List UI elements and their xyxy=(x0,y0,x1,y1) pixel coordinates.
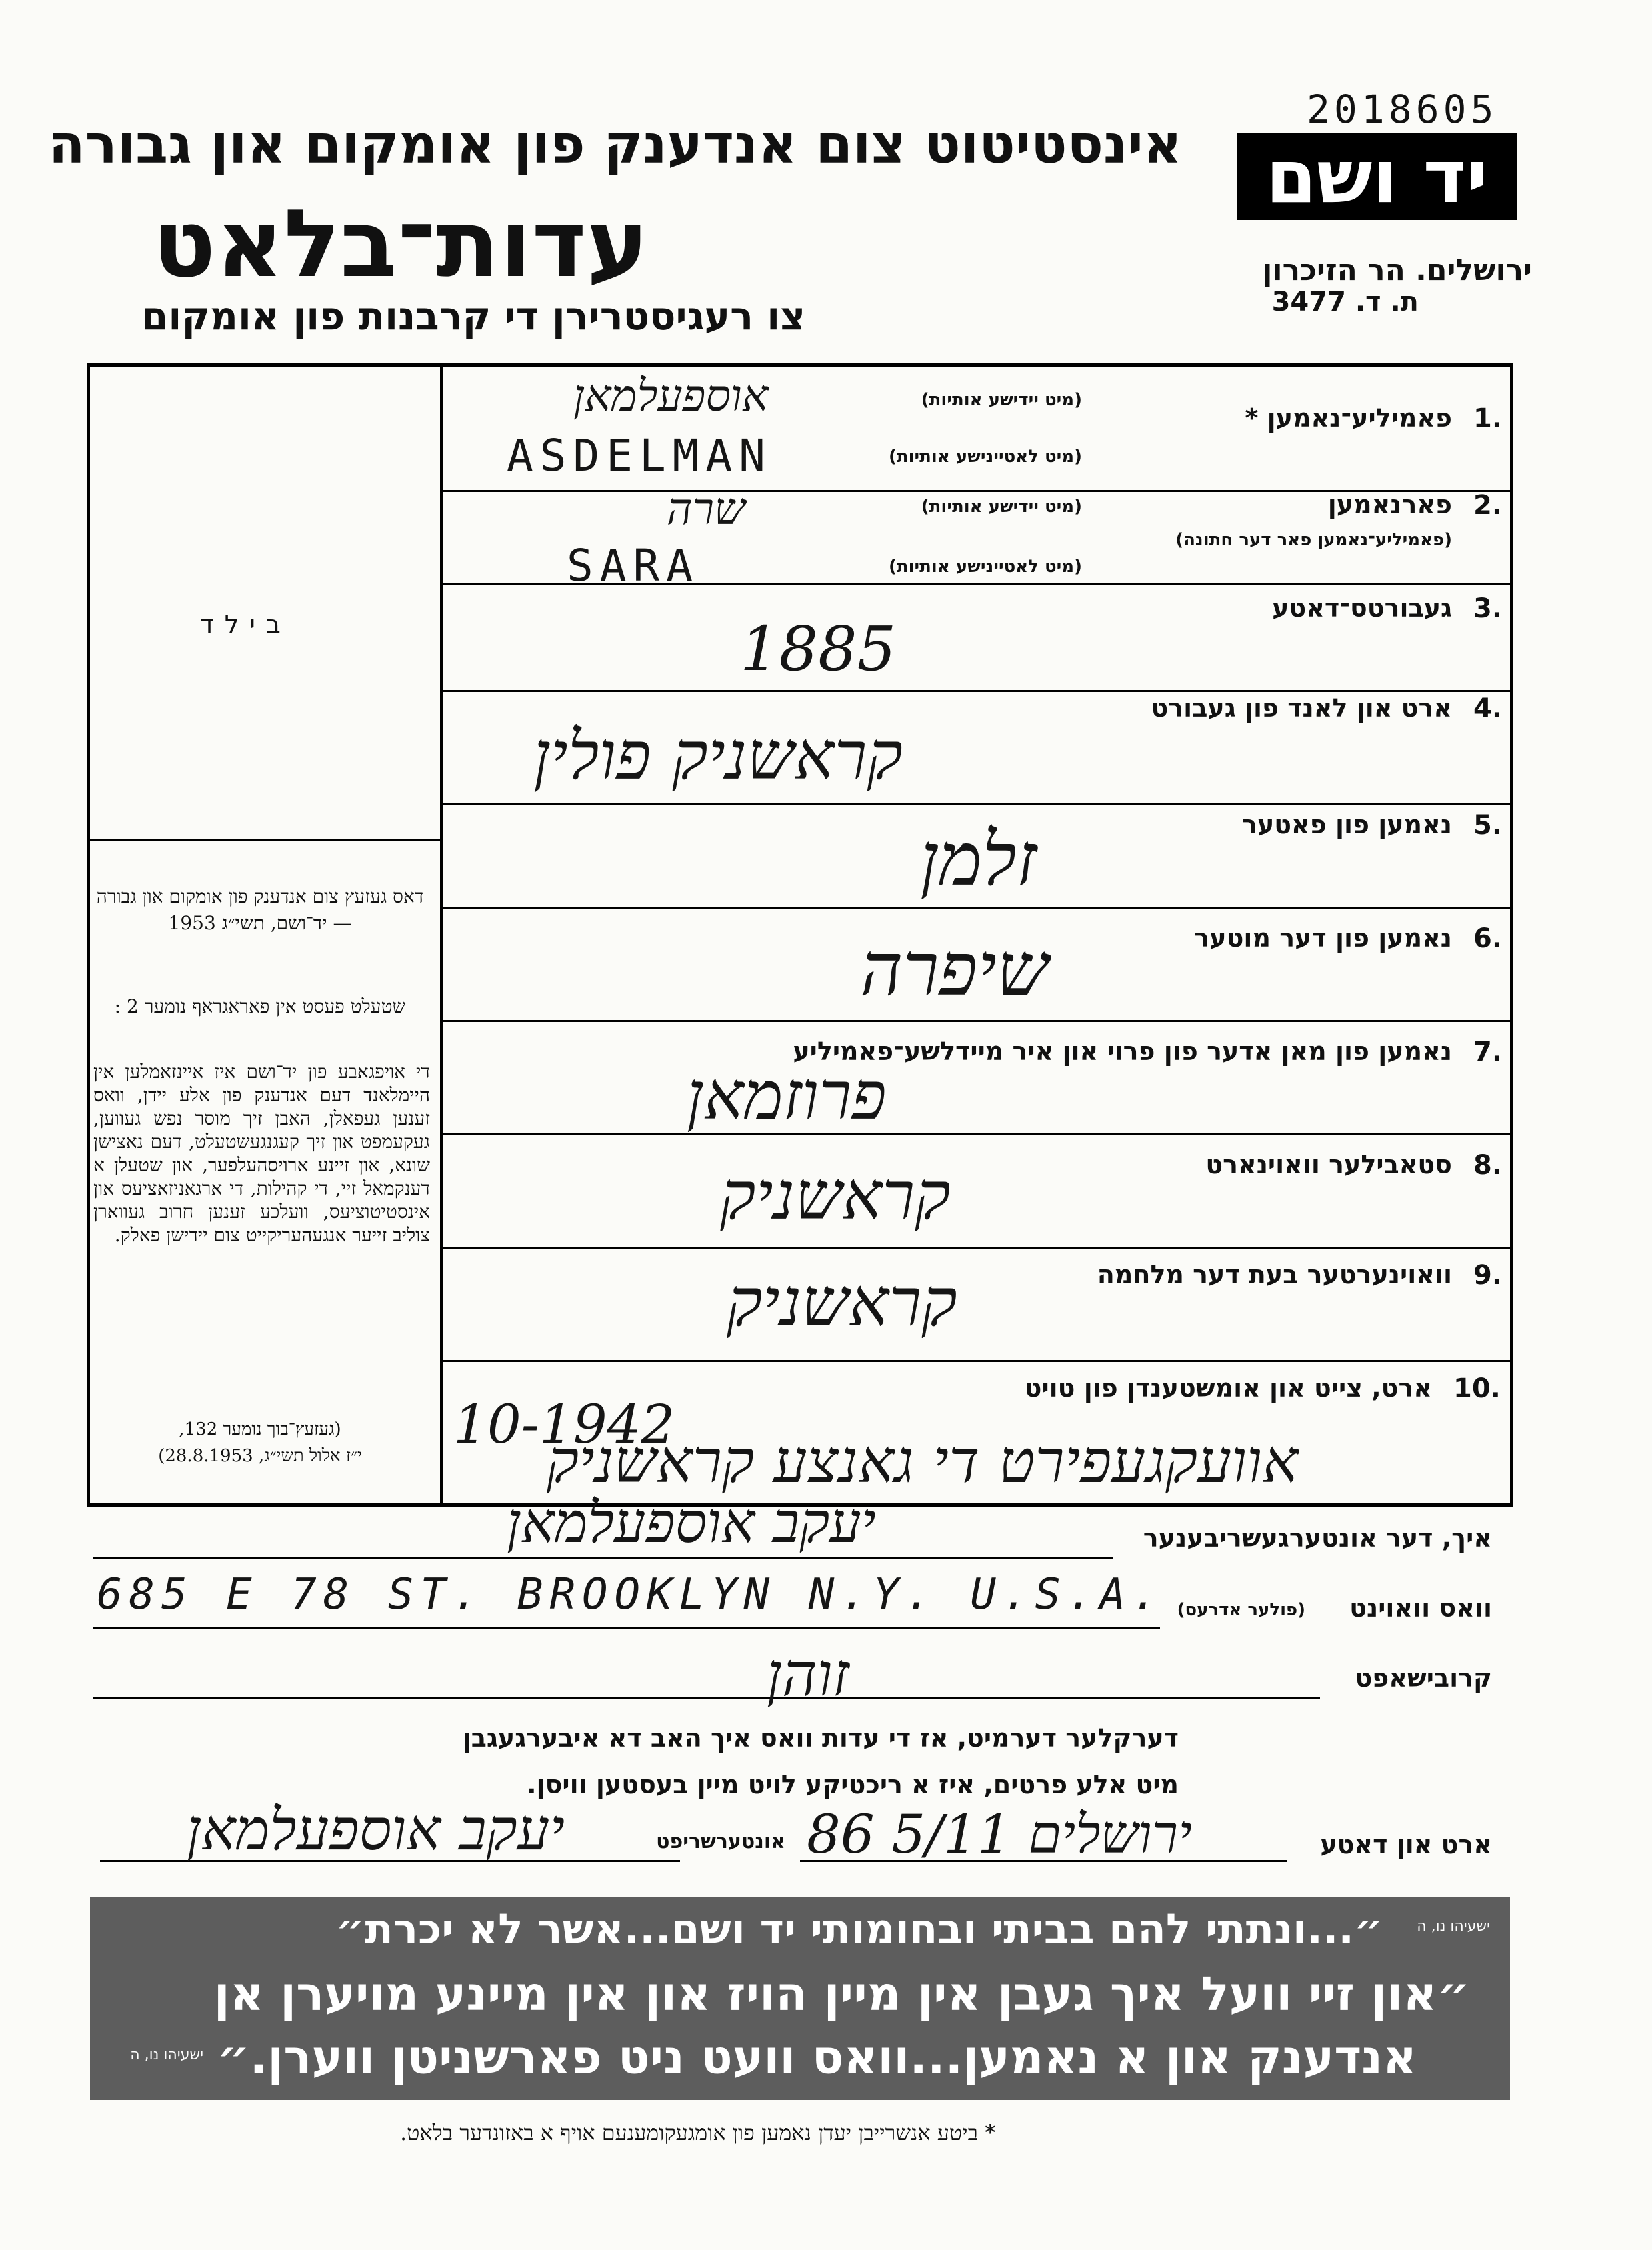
field-number: 2. xyxy=(1473,490,1503,521)
row-divider xyxy=(440,690,1513,692)
death-circumstances-field[interactable]: אוועקגעפירט די גאנצע קראשניק xyxy=(547,1427,1299,1497)
field-label-death-circumstances: ארט, צייט און אומשטענדן פון טויט xyxy=(1024,1373,1432,1403)
father-name-field[interactable]: זלמן xyxy=(920,817,1037,902)
field-label-permanent-residence: סטאבילער וואוינארט xyxy=(1205,1150,1452,1179)
field-number: 8. xyxy=(1473,1150,1503,1181)
law-intro: דאס געזעץ צום אנדענק פון אומקום און גבורה — יד־ושם, תשי״ג 1953 xyxy=(96,885,424,934)
field-label-first-name: פארנאמען xyxy=(1327,490,1452,519)
address-field[interactable]: 685 E 78 ST. BROOKLYN N.Y. U.S.A. xyxy=(97,1570,1165,1619)
banner-line-2: ״און זיי וועל איך געבן אין מיין הויז און אין מיינע מויערן אן xyxy=(213,1967,1470,2021)
row-divider xyxy=(440,1247,1513,1249)
relation-label: קרובישאפט xyxy=(1355,1663,1492,1693)
signature-label: אונטערשריפט xyxy=(656,1830,785,1853)
hint-latin: (מיט לאטיינישע אותיות) xyxy=(888,447,1082,467)
birth-place-field[interactable]: קראשניק פולין xyxy=(533,717,903,795)
field-label-spouse-name: נאמען פון מאן אדער פון פרוי און איר מיידלשע־פאמיליע xyxy=(793,1037,1452,1066)
po-box-text: ת. ד. 3477 xyxy=(1271,287,1419,317)
banner-source-1: ישעיהו נו, ה xyxy=(1417,1918,1490,1935)
photo-column-divider xyxy=(440,363,443,1507)
permanent-residence-field[interactable]: קראשניק xyxy=(720,1157,951,1235)
law-paragraph: שטעלט פעסט אין פאראגראף נומער 2 : xyxy=(114,995,406,1017)
declaration-line-1: דערקלער דערמיט, אז די עדות וואס איך האב דא איבערגעגבן xyxy=(462,1723,1179,1753)
declaration-line-2: מיט אלע פרטים, איז א ריכטיקע לויט מיין בעסטען וויסן. xyxy=(527,1770,1179,1799)
family-name-latin-field[interactable]: ASDELMAN xyxy=(507,430,772,481)
signature-field[interactable]: יעקב אוספעלמאן xyxy=(187,1797,565,1863)
field-number: 9. xyxy=(1473,1260,1503,1291)
law-reference-1: (געזעץ־בוך נומער 132, xyxy=(179,1419,341,1439)
declarant-name-field[interactable]: יעקב אוספעלמאן xyxy=(507,1490,876,1555)
serial-number: 2018605 xyxy=(1307,87,1498,132)
row-divider xyxy=(440,907,1513,909)
relation-line xyxy=(93,1697,1320,1699)
field-label-mother-name: נאמען פון דער מוטער xyxy=(1194,923,1452,953)
field-number: 10. xyxy=(1453,1373,1501,1404)
place-date-label: ארט און דאטע xyxy=(1320,1830,1492,1859)
photo-label: בילד xyxy=(200,610,291,639)
field-number: 6. xyxy=(1473,923,1503,954)
field-label-birth-place: ארט און לאנד פון געבורט xyxy=(1151,693,1452,723)
first-name-yiddish-field[interactable]: שרה xyxy=(667,483,745,535)
photo-box-bottom xyxy=(90,839,440,841)
hint-yiddish: (מיט יידישע אותיות) xyxy=(921,390,1082,410)
address-line xyxy=(93,1627,1160,1629)
field-label-family-name: פאמיליע־נאמען * xyxy=(1245,403,1452,433)
footnote: * ביטע אנשרייבן יעדן נאמען פון אומגעקומענעם אויף א באזונדער בלאט. xyxy=(400,2120,996,2145)
place-date-field[interactable]: ירושלים 5/11 86 xyxy=(807,1803,1193,1865)
mother-name-field[interactable]: שיפרה xyxy=(860,927,1049,1012)
banner-source-2: ישעיהו נו, ה xyxy=(130,2047,203,2063)
row-divider xyxy=(440,1133,1513,1135)
spouse-name-field[interactable]: פרוזמאן xyxy=(687,1057,887,1135)
hint-latin: (מיט לאטיינישע אותיות) xyxy=(888,557,1082,577)
field-number: 4. xyxy=(1473,693,1503,724)
field-number: 5. xyxy=(1473,810,1503,841)
scripture-banner xyxy=(90,1897,1510,2100)
relation-field[interactable]: זוהן xyxy=(767,1640,849,1710)
field-label-father-name: נאמען פון פאטער xyxy=(1242,810,1452,839)
row-divider xyxy=(440,1020,1513,1022)
field-label-birth-date: געבורטס־דאטע xyxy=(1272,593,1452,623)
banner-line-3: אנדענק און א נאמען...וואס וועט ניט פארשניטן ווערן.״ xyxy=(216,2030,1417,2085)
law-body: די אויפגאבע פון יד־ושם איז איינזאמלען אין היימלאנד דעם אנדענק פון אלע יידן, וואס זענען געפאלן, האבן זיך מוסר נפש געווען, געקעמפט און זיך קעגנגעשטעלט, דעם נאצישן שונא, און זיינע ארויסהעלפער, און שטעלן א דענקמאל זיי, די קהילות, די ארגאניזאציעס און אינסטיטוציעס, וועלכע זענען חרוב געווארן צוליב זייער אנגעהעריקייט צום יידישן פאלק. xyxy=(93,1061,430,1246)
law-reference-2: י״ז אלול תשי״ג, 28.8.1953) xyxy=(158,1446,362,1466)
field-label-wartime-residence: וואוינערטער בעת דער מלחמה xyxy=(1097,1260,1452,1289)
wartime-residence-field[interactable]: קראשניק xyxy=(727,1263,957,1341)
death-date-field[interactable]: 10-1942 xyxy=(453,1393,675,1455)
declarant-name-label: איך, דער אונטערגעשריבענער xyxy=(1143,1523,1492,1553)
field-number: 7. xyxy=(1473,1037,1503,1067)
row-divider xyxy=(440,803,1513,805)
field-number: 1. xyxy=(1473,403,1503,434)
institute-title: אינסטיטוט צום אנדענק פון אומקום און גבורה xyxy=(48,113,1182,175)
family-name-yiddish-field[interactable]: אוספעלמאן xyxy=(573,370,769,421)
location-text: ירושלים. הר הזיכרון xyxy=(1262,253,1532,287)
birth-date-field[interactable]: 1885 xyxy=(740,613,897,685)
first-name-latin-field[interactable]: SARA xyxy=(567,540,699,591)
address-hint: (פולער אדרעס) xyxy=(1177,1600,1305,1620)
banner-line-1: ״...ונתתי להם בביתי ובחומותי יד ושם...אשר לא יכרת״ xyxy=(335,1905,1383,1953)
address-label: וואס וואוינט xyxy=(1349,1593,1492,1623)
yad-vashem-logo: יד ושם xyxy=(1237,133,1517,220)
field-sublabel: (פאמיליע־נאמען פאר דער חתונה) xyxy=(1175,530,1452,550)
form-title: עדות־בלאט xyxy=(152,190,649,299)
declarant-name-line xyxy=(93,1557,1113,1559)
hint-yiddish: (מיט יידישע אותיות) xyxy=(921,497,1082,517)
row-divider xyxy=(440,1360,1513,1362)
form-subtitle: צו רעגיסטרירן די קרבנות פון אומקום xyxy=(141,293,805,339)
field-number: 3. xyxy=(1473,593,1503,624)
